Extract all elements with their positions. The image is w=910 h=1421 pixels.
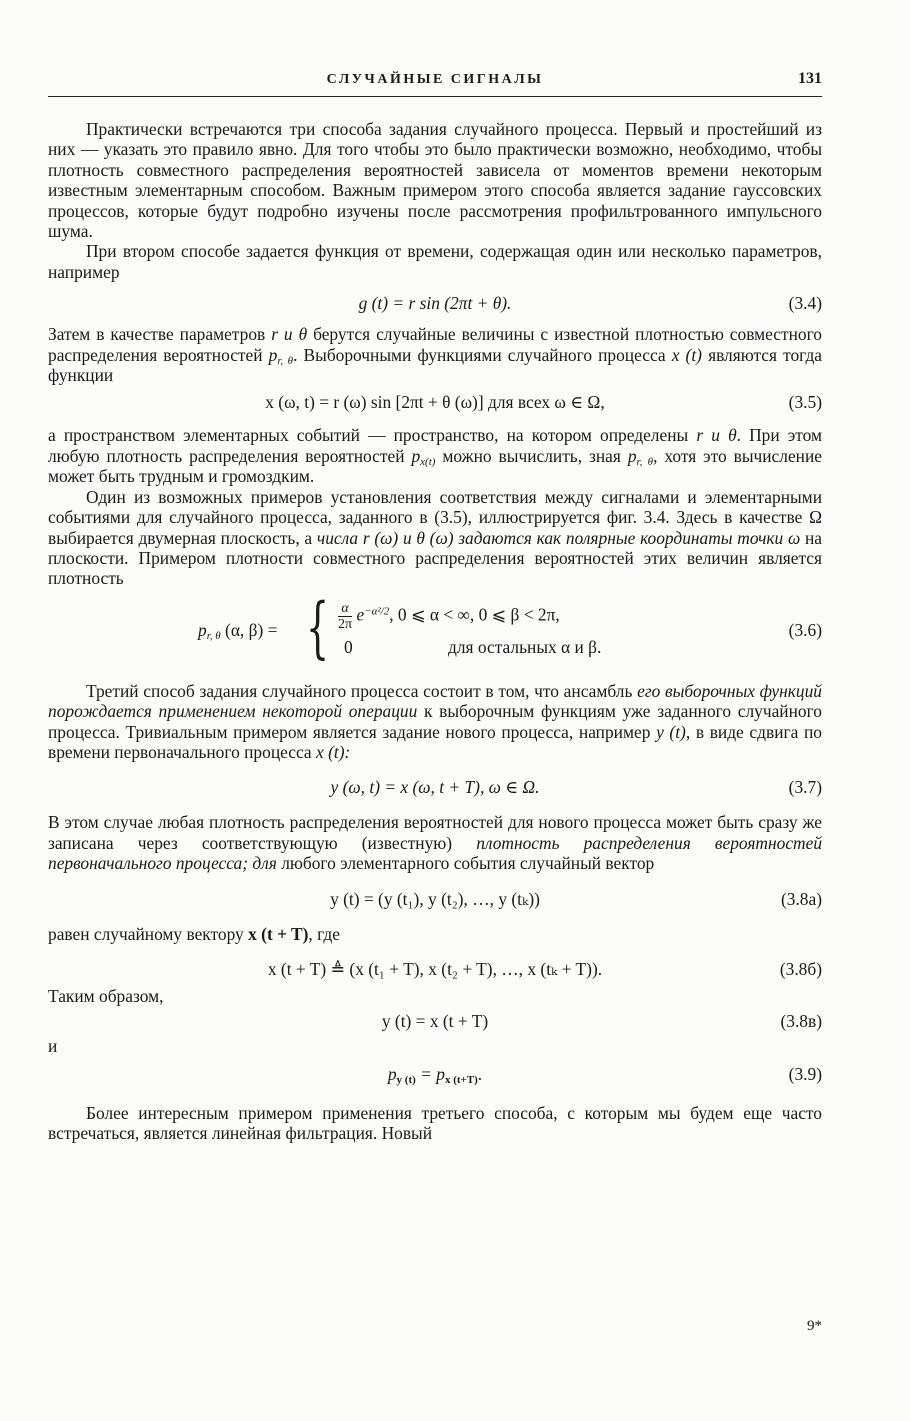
running-header <box>48 66 822 97</box>
equation-3-7-tag: (3.7) <box>788 777 822 798</box>
equation-3-7 <box>48 776 822 798</box>
paragraph-2: При втором способе задается функция от времени, содержащая один или несколько параметров, например <box>48 241 822 282</box>
equation-3-5 <box>48 391 822 413</box>
paragraph-10: и <box>48 1036 58 1057</box>
equation-3-6 <box>48 588 822 667</box>
equation-3-6-case-2-cond: для остальных α и β. <box>448 636 602 657</box>
equation-3-8b-tag: (3.8б) <box>779 958 822 979</box>
paragraph-3: Затем в качестве параметров r и θ берутся случайные величины с известной плотностью совместного распределения вероятностей $p_{r, \theta}$. Выборочными функциями случайного процесса x (t) являются тогда функции <box>48 324 823 386</box>
equation-3-9-tag: (3.9) <box>788 1063 822 1084</box>
paragraph-4: а пространством элементарных событий — пространство, на котором определены r и θ. При этом любую плотность распределения вероятностей $p_{x(t)}$ можно вычислить, зная $p_{r, \theta}$, хотя это вычисление может быть трудным и громоздким. <box>48 425 823 487</box>
equation-3-8a <box>48 888 822 910</box>
equation-3-4-body: g (t) = r sin (2πt + θ). <box>358 293 512 314</box>
equation-3-8a-body: y (t) = (y (t₁), y (t₂), …, y (tₖ)) <box>330 888 540 909</box>
page-number: 131 <box>798 70 822 87</box>
equation-3-6-lhs: $p_{r, \theta}$ (α, β) = <box>198 619 278 642</box>
equation-3-8b-body: x (t + T) ≜ (x (t₁ + T), x (t₂ + T), …, x (tₖ + T)). <box>267 958 603 979</box>
equation-3-8v-tag: (3.8в) <box>780 1011 822 1032</box>
equation-3-9 <box>48 1063 822 1085</box>
equation-3-8a-tag: (3.8а) <box>780 888 822 909</box>
paragraph-9: Таким образом, <box>48 985 164 1006</box>
paragraph-6: Третий способ задания случайного процесса состоит в том, что ансамбль его выборочных функций порождается применением некоторой операции к выборочным функциям уже заданного случайного процесса. Тривиальным примером является задание нового процесса, например y (t), в виде сдвига по времени первоначального процесса x (t): <box>48 680 823 762</box>
paragraph-1: Практически встречаются три способа задания случайного процесса. Первый и простейший из них — указать это правило явно. Для того чтобы это было практически возможно, необходимо, чтобы плотность совместного распределения вероятностей зависела от моментов времени некоторым известным элементарным способом. Важным примером этого способа является задание гауссовских процессов, которые будут подробно изучены после рассмотрения профильтрованного импульсного шума. <box>48 119 822 242</box>
equation-3-8b <box>48 958 822 980</box>
equation-3-5-body: x (ω, t) = r (ω) sin [2πt + θ (ω)] для всех ω ∈ Ω, <box>265 392 605 413</box>
equation-3-8v-body: y (t) = x (t + T) <box>381 1011 489 1032</box>
paragraph-8: равен случайному вектору x (t + T), где <box>48 923 340 944</box>
equation-3-9-body: $p_{y (t)} = p_{x (t+T)}$. <box>387 1063 483 1086</box>
equation-3-4 <box>48 292 822 314</box>
paragraph-5: Один из возможных примеров установления соответствия между сигналами и элементарными событиями для случайного процесса, заданного в (3.5), иллюстрируется фиг. 3.4. Здесь в качестве Ω выбирается двумерная плоскость, а числа r (ω) и θ (ω) задаются как полярные координаты точки ω на плоскости. Примером плотности совместного распределения вероятностей этих величин является плотность <box>48 486 823 589</box>
equation-3-4-tag: (3.4) <box>788 293 822 314</box>
equation-3-5-tag: (3.5) <box>788 392 822 413</box>
paragraph-7: В этом случае любая плотность распределения вероятностей для нового процесса может быть сразу же записана через соответствующую (известную) плотность распределения вероятностей первоначального процесса; для любого элементарного события случайный вектор <box>48 812 823 874</box>
fraction: $\frac{\alpha}{2\pi}$ <box>338 600 353 632</box>
equation-3-8v <box>48 1010 822 1032</box>
equation-3-6-case-1: $\frac{\alpha}{2\pi}$ $e^{-\alpha^2/2}$, 0 ⩽ α < ∞, 0 ⩽ β < 2π, <box>338 600 560 632</box>
paragraph-11: Более интересным примером применения третьего способа, с которым мы будем еще часто встречаться, является линейная фильтрация. Новый <box>48 1102 822 1144</box>
equation-3-6-case-2-value: 0 <box>344 636 353 657</box>
left-brace-icon: { <box>306 588 330 666</box>
equation-3-7-body: y (ω, t) = x (ω, t + T), ω ∈ Ω. <box>330 777 540 798</box>
page <box>48 66 822 1144</box>
header-title: СЛУЧАЙНЫЕ СИГНАЛЫ <box>326 72 544 87</box>
equation-3-6-tag: (3.6) <box>788 619 822 640</box>
signature-mark: 9* <box>807 1318 822 1334</box>
